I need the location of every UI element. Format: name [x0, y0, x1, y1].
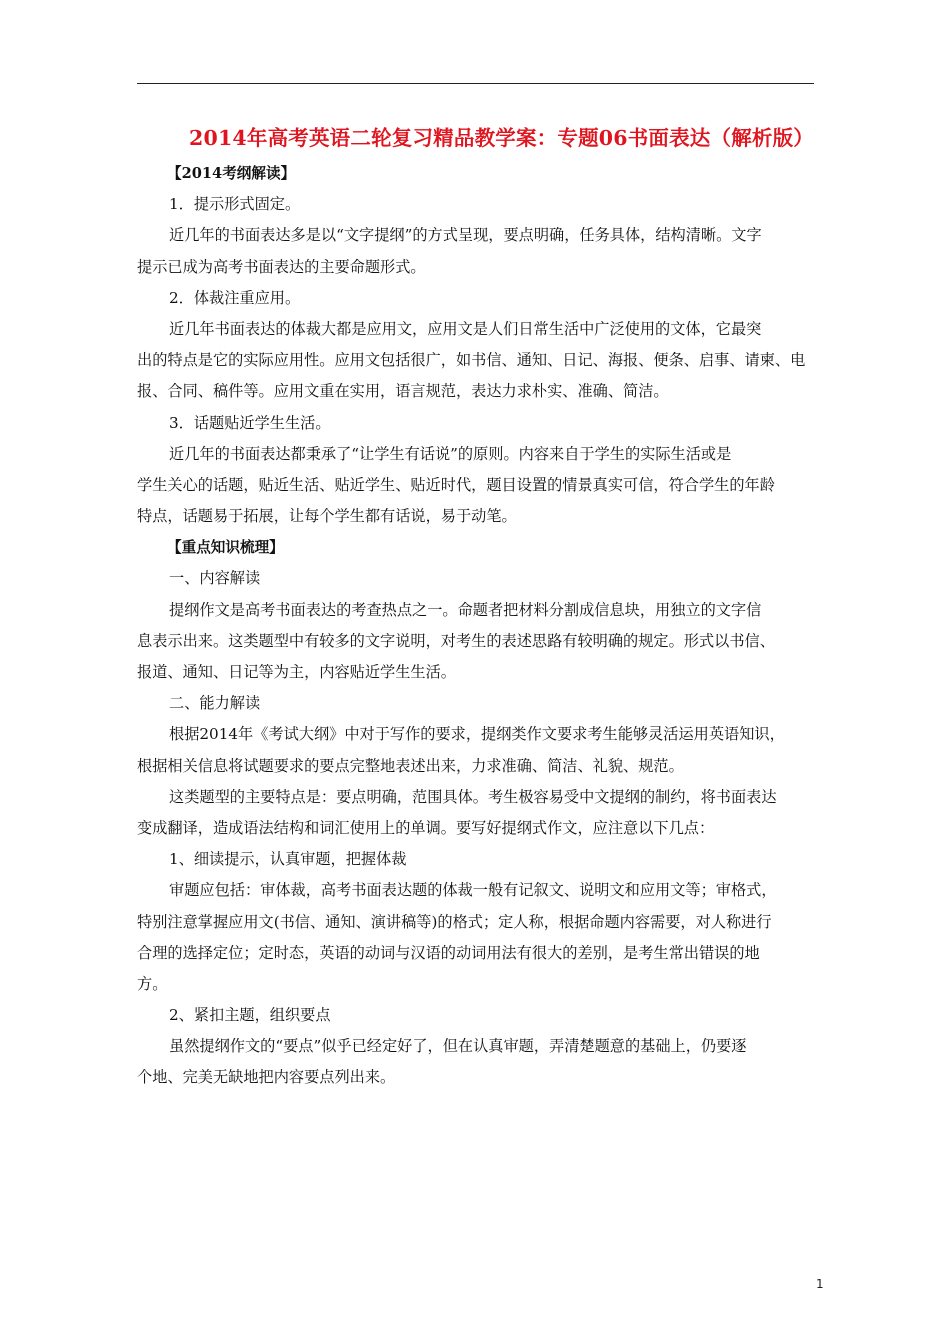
paragraph-line: 报、合同、稿件等。应用文重在实用，语言规范，表达力求朴实、准确、简洁。: [137, 382, 669, 401]
paragraph-line: 这类题型的主要特点是：要点明确，范围具体。考生极容易受中文提纲的制约，将书面表达: [169, 787, 777, 806]
section-heading: 【2014考纲解读】: [167, 165, 296, 182]
list-item-heading: 二、能力解读: [169, 694, 261, 713]
paragraph-line: 近几年书面表达的体裁大都是应用文，应用文是人们日常生活中广泛使用的文体，它最突: [169, 319, 762, 338]
paragraph-line: 合理的选择定位；定时态，英语的动词与汉语的动词用法有很大的差别，是考生常出错误的地: [137, 943, 760, 962]
list-item-heading: 一、内容解读: [169, 569, 261, 588]
list-item-heading: 2、紧扣主题，组织要点: [169, 1006, 331, 1025]
paragraph-line: 根据2014年《考试大纲》中对于写作的要求，提纲类作文要求考生能够灵活运用英语知识，: [169, 725, 785, 744]
paragraph-line: 报道、通知、日记等为主，内容贴近学生生活。: [137, 663, 456, 681]
paragraph-line: 学生关心的话题，贴近生活、贴近学生、贴近时代，题目设置的情景真实可信，符合学生的年龄: [137, 475, 775, 494]
paragraph-line: 方。: [137, 974, 168, 993]
paragraph-line: 出的特点是它的实际应用性。应用文包括很广，如书信、通知、日记、海报、便条、启事、请柬、电: [137, 351, 806, 370]
paragraph-line: 根据相关信息将试题要求的要点完整地表述出来，力求准确、简洁、礼貌、规范。: [137, 756, 684, 775]
paragraph-line: 审题应包括：审体裁，高考书面表达题的体裁一般有记叙文、说明文和应用文等；审格式，: [169, 881, 777, 900]
list-item-heading: 1．提示形式固定。: [169, 195, 301, 214]
paragraph-line: 变成翻译，造成语法结构和词汇使用上的单调。要写好提纲式作文，应注意以下几点：: [137, 818, 715, 837]
paragraph-line: 提纲作文是高考书面表达的考查热点之一。命题者把材料分割成信息块，用独立的文字信: [169, 600, 762, 619]
header-rule: [137, 83, 814, 84]
document-title: 2014年高考英语二轮复习精品教学案：专题06书面表达（解析版）: [189, 126, 814, 150]
page-number: 1: [816, 1277, 824, 1291]
paragraph-line: 特别注意掌握应用文(书信、通知、演讲稿等)的格式；定人称，根据命题内容需要，对人称进行: [137, 912, 772, 931]
paragraph-line: 近几年的书面表达都秉承了“让学生有话说”的原则。内容来自于学生的实际生活或是: [169, 444, 732, 463]
paragraph-line: 近几年的书面表达多是以“文字提纲”的方式呈现，要点明确，任务具体，结构清晰。文字: [169, 226, 762, 245]
document-body: [137, 158, 814, 1094]
list-item-heading: 3．话题贴近学生生活。: [169, 413, 331, 432]
paragraph-line: 虽然提纲作文的“要点”似乎已经定好了，但在认真审题，弄清楚题意的基础上，仍要逐: [169, 1037, 747, 1056]
list-item-heading: 1、细读提示，认真审题，把握体裁: [169, 850, 407, 869]
paragraph-line: 特点，话题易于拓展，让每个学生都有话说，易于动笔。: [137, 507, 517, 526]
section-heading: 【重点知识梳理】: [167, 539, 284, 557]
paragraph-line: 提示已成为高考书面表达的主要命题形式。: [137, 257, 426, 276]
list-item-heading: 2．体裁注重应用。: [169, 288, 301, 307]
paragraph-line: 息表示出来。这类题型中有较多的文字说明，对考生的表述思路有较明确的规定。形式以书信、: [137, 631, 775, 650]
paragraph-line: 个地、完美无缺地把内容要点列出来。: [137, 1068, 396, 1087]
